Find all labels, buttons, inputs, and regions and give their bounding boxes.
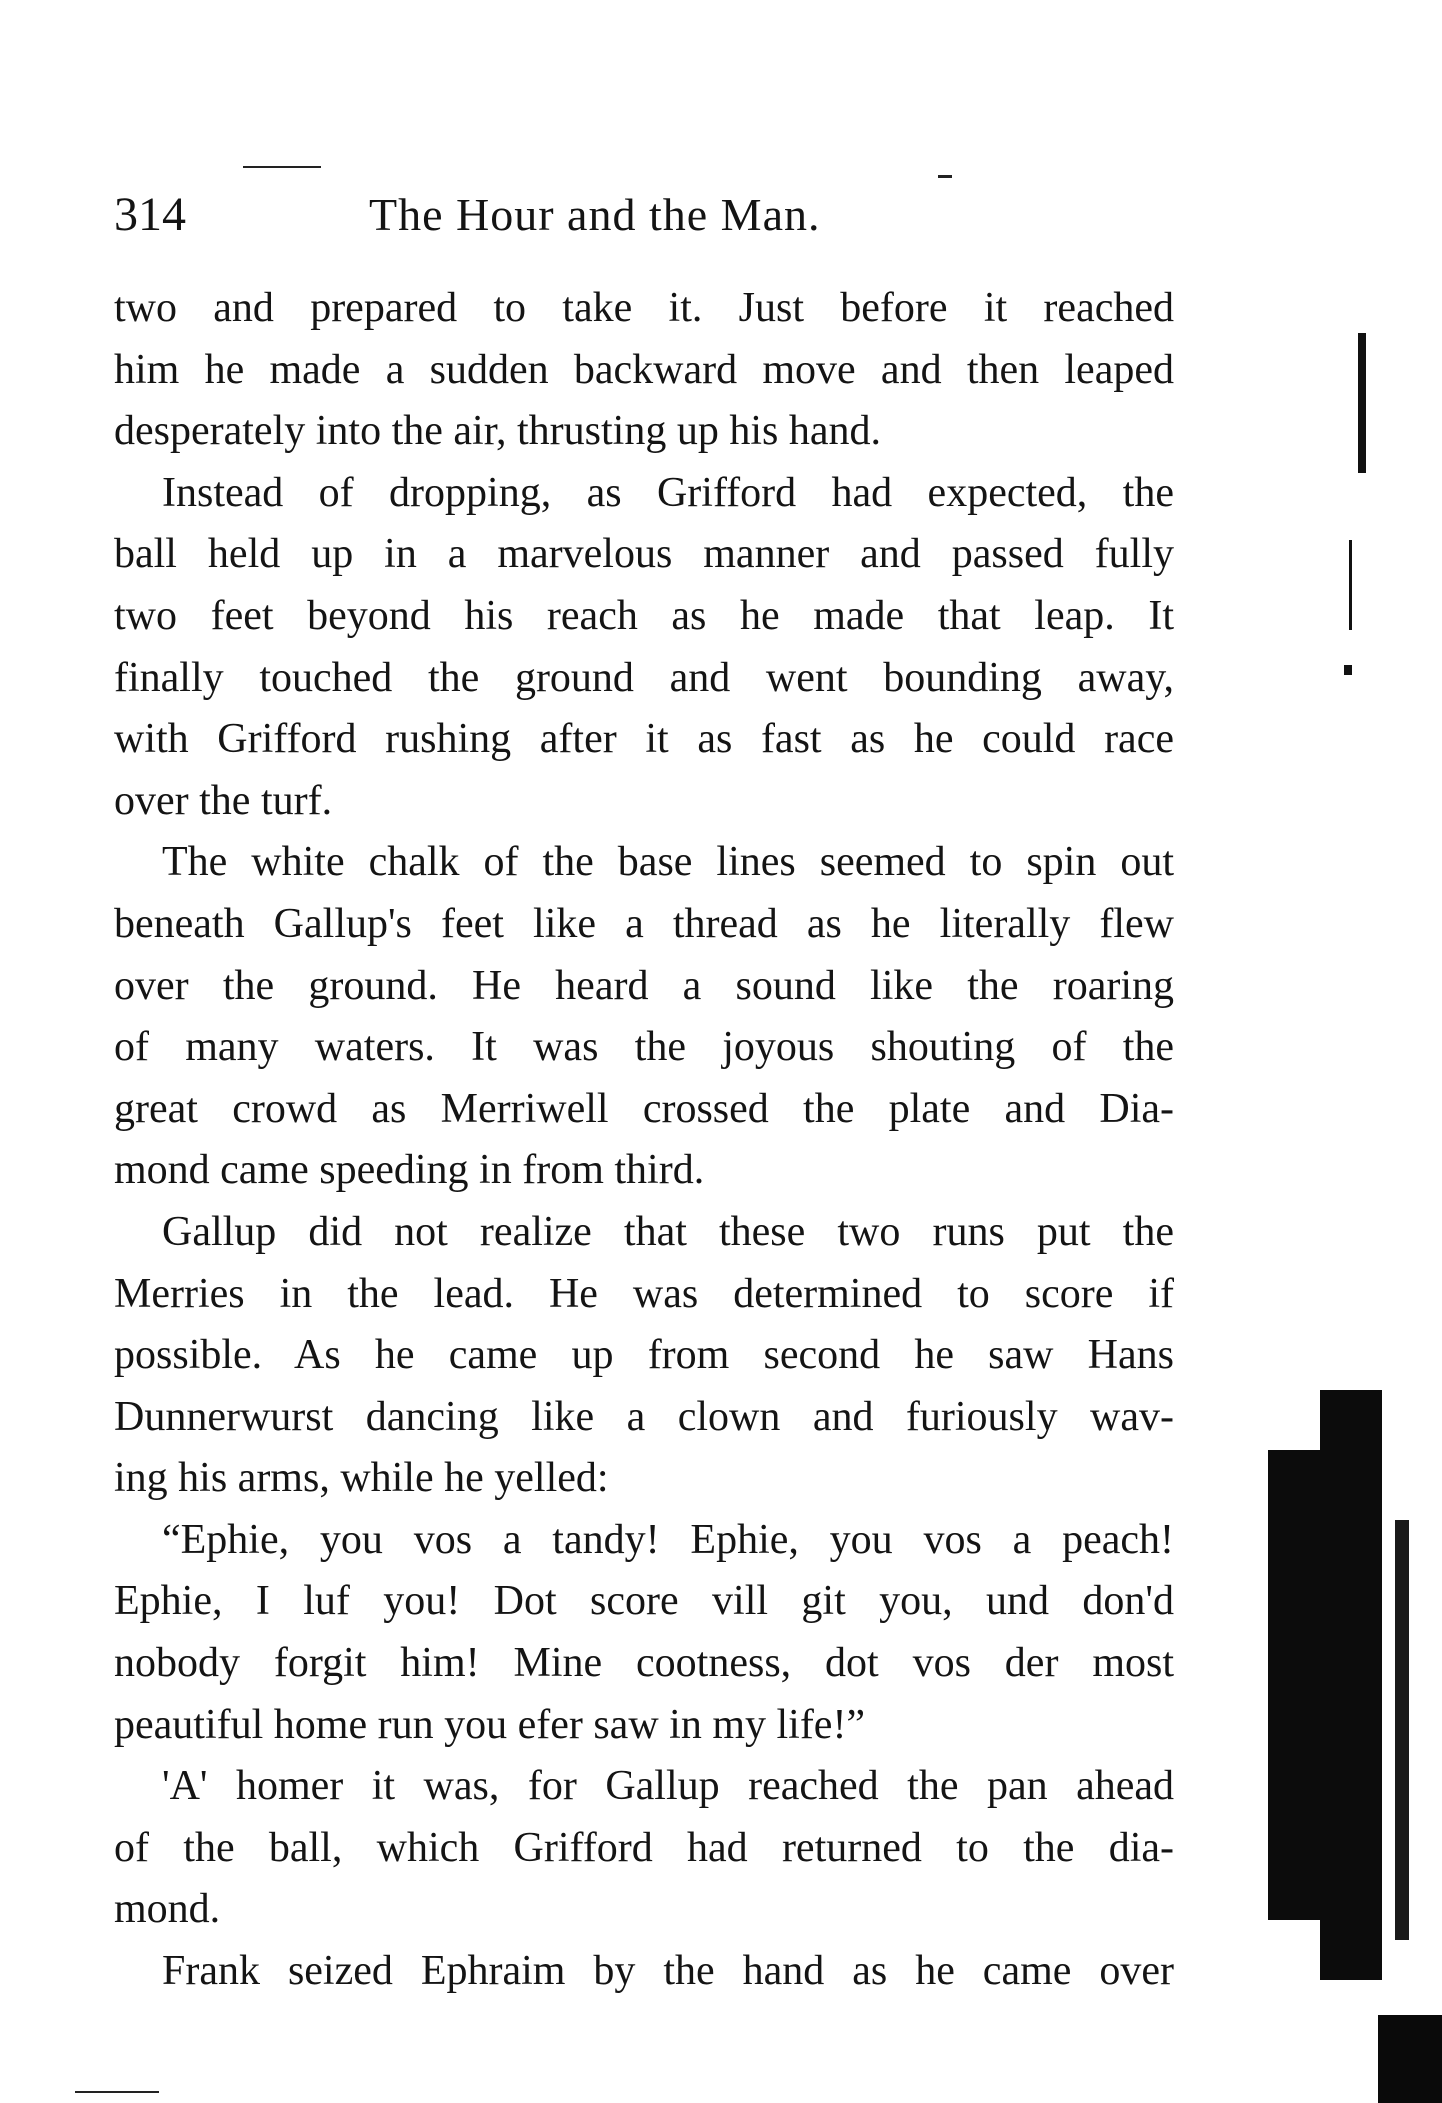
text-line: of many waters. It was the joyous shouting of the <box>114 1024 1174 1071</box>
text-line: of the ball, which Grifford had returned to the dia- <box>114 1824 1174 1871</box>
text-line: Ephie, I luf you! Dot score vill git you, und don'd <box>114 1578 1174 1625</box>
text-line: Frank seized Ephraim by the hand as he came over <box>162 1948 1174 1995</box>
paragraph <box>114 463 1174 833</box>
text-line: Dunnerwurst dancing like a clown and furiously wav- <box>114 1393 1174 1440</box>
text-line: Gallup did not realize that these two runs put the <box>162 1208 1174 1255</box>
text-line: nobody forgit him! Mine cootness, dot vos der most <box>114 1640 1174 1687</box>
text-line: beneath Gallup's feet like a thread as he literally flew <box>114 900 1174 947</box>
scan-artifact <box>1320 1390 1382 1980</box>
scan-artifact <box>1349 540 1352 630</box>
text-line: ball held up in a marvelous manner and passed fully <box>114 531 1174 578</box>
text-line: great crowd as Merriwell crossed the plate and Dia- <box>114 1085 1174 1132</box>
scan-artifact <box>1358 333 1366 473</box>
text-line: with Grifford rushing after it as fast as he could race <box>114 716 1174 763</box>
print-artifact <box>938 175 952 178</box>
text-line: “Ephie, you vos a tandy! Ephie, you vos a peach! <box>162 1516 1174 1563</box>
body-text <box>114 278 1174 2003</box>
scan-artifact <box>1344 665 1352 675</box>
text-line: over the ground. He heard a sound like the roaring <box>114 962 1174 1009</box>
text-line: Instead of dropping, as Grifford had expected, the <box>162 469 1174 516</box>
paragraph <box>114 1202 1174 1510</box>
text-line: 'A' homer it was, for Gallup reached the pan ahead <box>162 1763 1174 1810</box>
page-number: 314 <box>114 188 186 241</box>
scan-artifact <box>1268 1450 1326 1920</box>
text-line: possible. As he came up from second he saw Hans <box>114 1332 1174 1379</box>
paragraph <box>114 1941 1174 2003</box>
print-artifact <box>243 166 321 168</box>
scan-artifact <box>1395 1520 1409 1940</box>
paragraph <box>114 832 1174 1202</box>
text-line: over the turf. <box>114 777 333 824</box>
scan-artifact <box>1378 2015 1442 2103</box>
text-line: mond. <box>114 1886 221 1933</box>
footer-rule <box>75 2091 159 2093</box>
text-line: finally touched the ground and went bounding away, <box>114 654 1174 701</box>
running-title: The Hour and the Man. <box>369 189 821 240</box>
text-line: The white chalk of the base lines seemed to spin out <box>162 839 1174 886</box>
text-line: two feet beyond his reach as he made that leap. It <box>114 592 1174 639</box>
text-line: mond came speeding in from third. <box>114 1147 705 1194</box>
text-line: him he made a sudden backward move and then leaped <box>114 346 1174 393</box>
text-line: two and prepared to take it. Just before it reached <box>114 285 1174 331</box>
paragraph <box>114 278 1174 463</box>
paragraph <box>114 1510 1174 1756</box>
text-line: ing his arms, while he yelled: <box>114 1455 609 1502</box>
text-line: peautiful home run you efer saw in my life!” <box>114 1701 866 1748</box>
paragraph <box>114 1756 1174 1941</box>
text-line: Merries in the lead. He was determined to score if <box>114 1270 1174 1317</box>
text-line: desperately into the air, thrusting up his hand. <box>114 408 881 455</box>
running-head <box>114 180 1174 250</box>
